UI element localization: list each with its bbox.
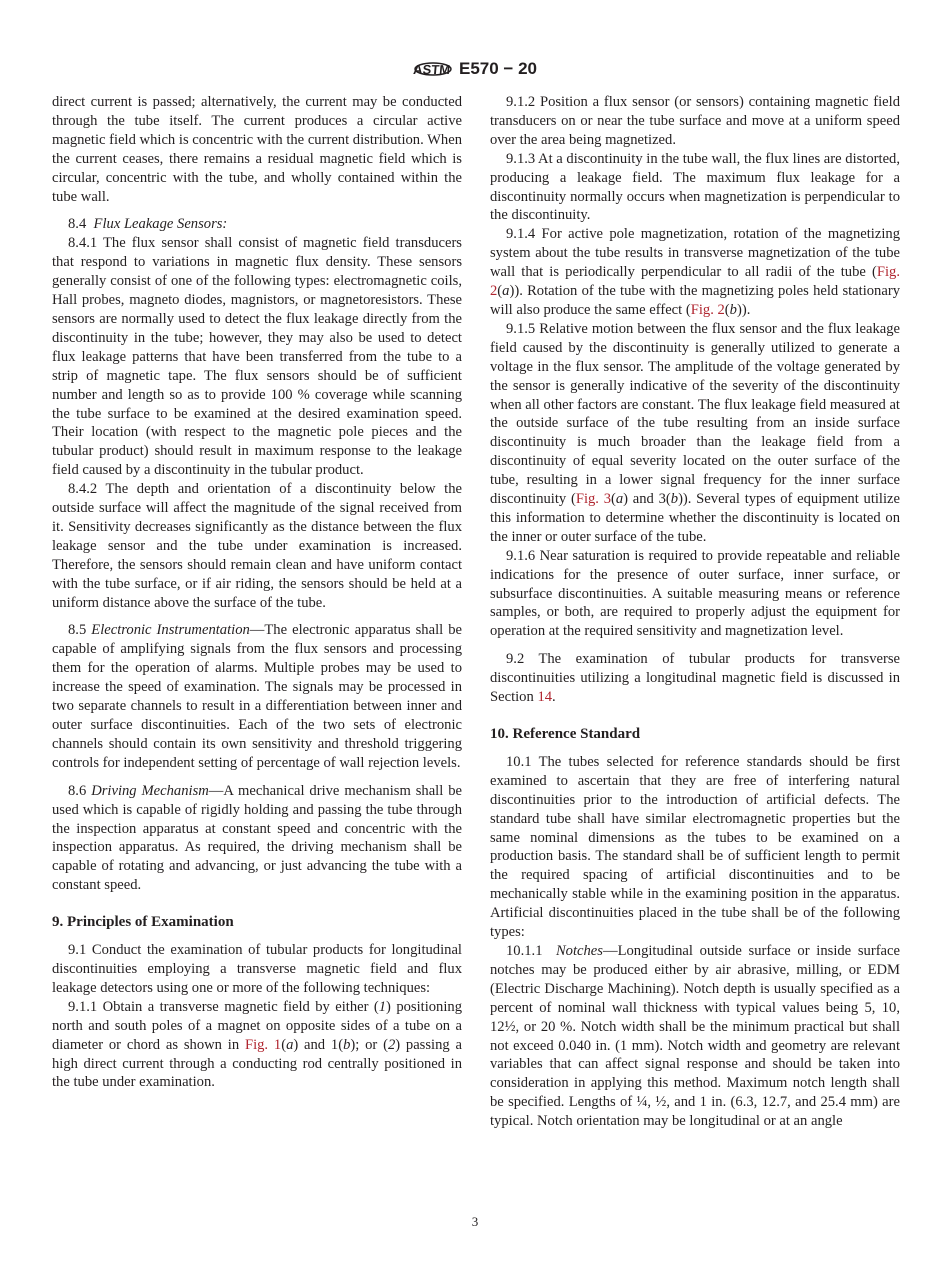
left-column bbox=[52, 93, 462, 1092]
section-8-6: 8.6 Driving Mechanism—A mechanical drive mechanism shall be used which is capable of rigidly holding and passing the tube through the inspection apparatus at constant speed and concentric with the inspection apparatus. As required, the driving mechanism shall be capable of rotating and advancing, or just advancing the tube with a constant speed. bbox=[52, 782, 462, 894]
section-8-5: 8.5 Electronic Instrumentation—The electronic apparatus shall be capable of amplifying signals from the flux sensors and processing them for the operation of alarms. Multiple probes may be used to increase the speed of examination. The signals may be processed in two separate channels to result in a differentiation between inner and outer surface discontinuities. Each of the two sets of electronic channels should contain its own sensitivity and threshold triggering controls for independent setting of percentage of wall rejection levels. bbox=[52, 622, 462, 771]
fig-2a-link[interactable]: Fig. 2 bbox=[490, 264, 900, 300]
astm-logo-icon bbox=[413, 55, 453, 83]
section-9-1-1: 9.1.1 Obtain a transverse magnetic field by either (1) positioning north and south poles of a magnet on opposite sides of a tube on a diameter or chord as shown in Fig. 1(a) and 1(b); or (2) passing a high direct current through a conducting rod centrally positioned in the tube under examination. bbox=[52, 998, 462, 1091]
section-8-4-2: 8.4.2 The depth and orientation of a discontinuity below the outside surface will affect the magnitude of the signal received from it. Sensitivity decreases significantly as the distance between the flux leakage sensor and the tube under examination is increased. Therefore, the sensors should remain clean and have uniform contact with the tube surface, or if air riding, the sensors should be held at a uniform distance above the surface of the tube. bbox=[52, 481, 462, 611]
document-designation: E570 − 20 bbox=[459, 59, 537, 78]
page-header bbox=[0, 54, 950, 84]
page-number: 3 bbox=[471, 1214, 479, 1229]
fig-3-link[interactable]: Fig. 3 bbox=[575, 491, 611, 508]
section-9-1-2: 9.1.2 Position a flux sensor (or sensors) containing magnetic field transducers on or near the tube surface and move at a uniform speed over the area being magnetized. bbox=[490, 94, 900, 148]
section-9-1-5: 9.1.5 Relative motion between the flux sensor and the flux leakage field caused by the discontinuity is generally utilized to generate a voltage in the flux sensor. The amplitude of the voltage generated by the sensor is generally indicative of the severity of the discontinuity when all other factors are constant. The flux leakage field measured at the outside surface of the tube resulting from an inside surface discontinuity is much broader than the leakage field from a discontinuity of equal severity located on the outer surface of the tube, resulting in a lower signal frequency for the inner surface discontinuity (Fig. 3(a) and 3(b)). Several types of equipment utilize this information to determine whether the discontinuity is located on the inner or outer surface of the tube. bbox=[490, 320, 900, 545]
section-10-heading: 10. Reference Standard bbox=[490, 726, 641, 742]
section-9-2: 9.2 The examination of tubular products for transverse discontinuities utilizing a longitudinal magnetic field is discussed in Section 14. bbox=[490, 651, 900, 706]
fig-1-link[interactable]: Fig. 1 bbox=[244, 1036, 282, 1053]
section-9-1-6: 9.1.6 Near saturation is required to provide repeatable and reliable indications for the presence of outer surface, inner surface, or subsurface discontinuities. A suitable measuring means or reference samples, or both, are required to properly adjust the equipment for operation at the required sensitivity and magnetization level. bbox=[490, 547, 900, 640]
section-14-link[interactable]: 14 bbox=[537, 689, 553, 706]
fig-2b-link[interactable]: Fig. 2 bbox=[690, 301, 725, 318]
svg-text:ASTM: ASTM bbox=[413, 62, 451, 77]
section-10-1: 10.1 The tubes selected for reference standards should be first examined to ascertain that they are free of interfering natural discontinuities prior to the introduction of artificial defects. The standard tube shall have similar electromagnetic properties but the same nominal dimensions as the tubes to be examined on a production basis. The standard shall be of sufficient length to permit the required spacing of artificial discontinuities and to be mechanically stable while in the examining position in the apparatus. Artificial discontinuities placed in the tube shall be of the following types: bbox=[490, 753, 900, 941]
right-column bbox=[490, 93, 900, 1131]
section-8-4-1: 8.4.1 The flux sensor shall consist of magnetic field transducers that respond to variations in magnetic flux density. These sensors generally consist of one of the following types: electromagnetic coils, Hall probes, magneto diodes, magnistors, or magnetoresistors. These sensors are normally used to detect the flux leakage directly from the discontinuity in the tube; however, they may also be used to detect flux leakage patterns that have been transferred from the tube to a strip of magnetic tape. The flux sensors should be of sufficient number and length so as to provide 100 % coverage while scanning the tube surface to be examined at the desired examination speed. Their location (with respect to the magnetic pole pieces and the tubular product) should result in maximum response to the leakage field caused by a discontinuity in the tubular product. bbox=[52, 235, 462, 479]
section-8-4-heading: 8.4 Flux Leakage Sensors: bbox=[68, 216, 228, 233]
section-9-1-3: 9.1.3 At a discontinuity in the tube wall, the flux lines are distorted, producing a leakage field. The maximum flux leakage for a discontinuity normally occurs when magnetization is perpendicular to the discontinuity. bbox=[490, 150, 900, 224]
section-9-1-4: 9.1.4 For active pole magnetization, rotation of the magnetizing system about the tube results in transverse magnetization of the tube wall that is periodically perpendicular to all radii of the tube (Fig. 2(a)). Rotation of the tube with the magnetizing poles held stationary will also produce the same effect (Fig. 2(b)). bbox=[490, 226, 900, 318]
paragraph-continuation: direct current is passed; alternatively, the current may be conducted through the tube itself. The current produces a circular active magnetic field which is concentric with the current distribution. When the current ceases, there remains a residual magnetic field which is circular, concentric with the tube, and wholly contained within the tube wall. bbox=[52, 94, 462, 205]
section-9-1: 9.1 Conduct the examination of tubular products for longitudinal discontinuities employing a transverse magnetic field and flux leakage detectors using one or more of the following techniques: bbox=[52, 942, 462, 996]
section-9-heading: 9. Principles of Examination bbox=[52, 914, 234, 931]
section-10-1-1: 10.1.1 Notches—Longitudinal outside surface or inside surface notches may be produced either by air abrasive, milling, or EDM (Electric Discharge Machining). Notch depth is usually specified as a percent of nominal wall thickness with typical values being 5, 10, 12½, or 20 %. Notch width shall be the minimum practical but shall not exceed 0.040 in. (1 mm). Notch width and geometry are relevant variables that can affect signal response and should be taken into consideration in applying this method. Maximum notch length shall be specified. Lengths of ¼, ½, and 1 in. (6.3, 12.7, and 25.4 mm) are typical. Notch orientation may be longitudinal or at an angle bbox=[490, 942, 900, 1130]
